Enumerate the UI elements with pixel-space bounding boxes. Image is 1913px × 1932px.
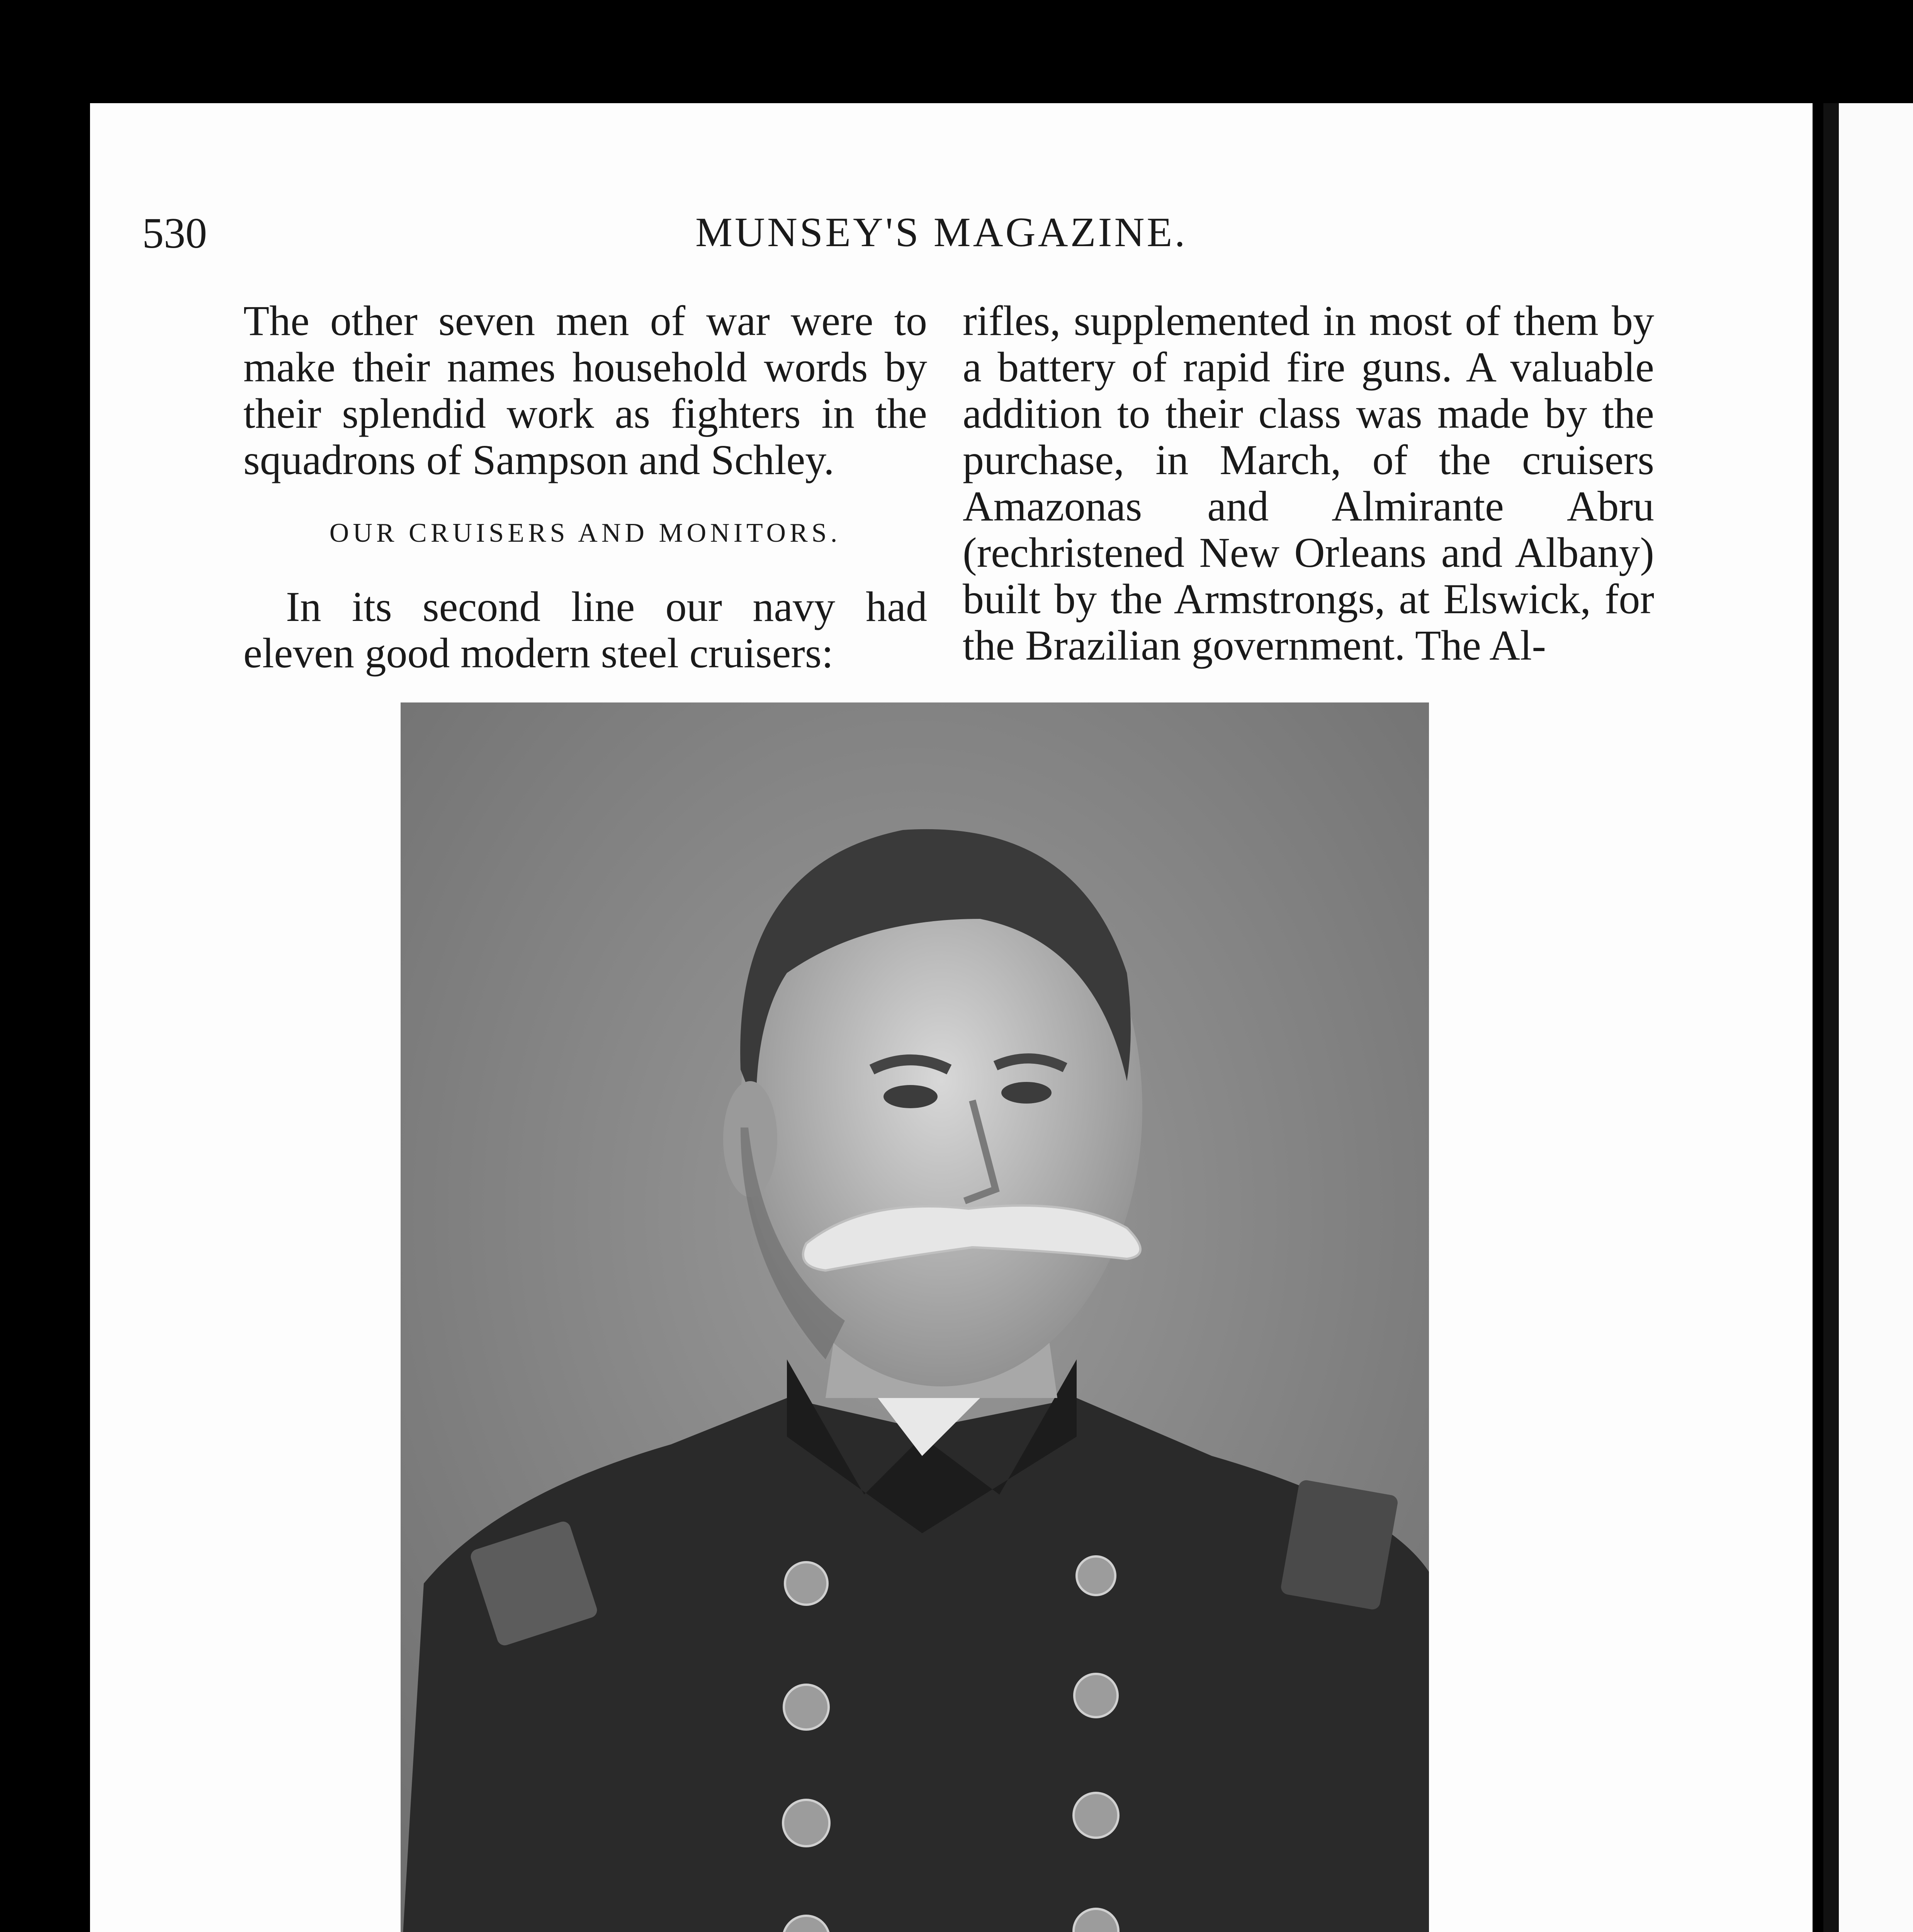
section-heading: OUR CRUISERS AND MONITORS.	[329, 518, 841, 548]
running-header: MUNSEY'S MAGAZINE.	[695, 209, 1188, 255]
portrait-image	[401, 702, 1429, 1932]
portrait-photograph	[401, 702, 1429, 1932]
page-gutter	[1823, 103, 1839, 1932]
column-right-top	[963, 298, 1654, 668]
paragraph: The other seven men of war were to make their names household words by their splendid work as fighters in the squadrons of Sampson and Schley.	[243, 297, 927, 483]
paragraph: rifles, supplemented in most of them by a battery of rapid fire guns. A valuable addition to their class was made by the purchase, in March, of the cruisers Amazonas and Almirante Abru (rechristened New Orleans and Albany) built by the Armstrongs, at Elswick, for the Brazilian government. The Al-	[963, 297, 1654, 669]
facing-page-edge	[1823, 103, 1913, 1932]
page-number: 530	[142, 209, 207, 257]
column-left-top	[243, 298, 927, 676]
paragraph: In its second line our navy had eleven good modern steel cruisers:	[243, 583, 927, 677]
